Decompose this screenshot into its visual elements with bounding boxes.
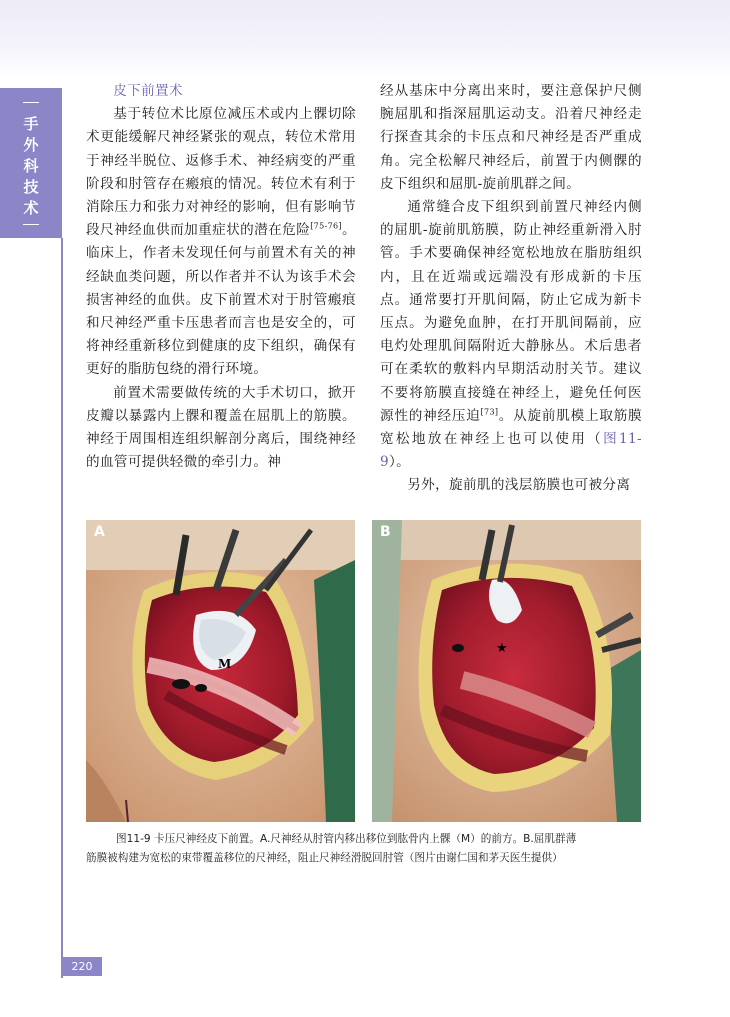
- paragraph: 前置术需要做传统的大手术切口，掀开皮瓣以暴露内上髁和覆盖在屈肌上的筋膜。神经于周围相连组织解剖分离后，围绕神经的血管可提供轻微的牵引力。神: [86, 384, 356, 471]
- caption-line-2: 筋膜被构建为宽松的束带覆盖移位的尺神经，阻止尺神经滑脱回肘管（图片由谢仁国和茅天医生提供）: [86, 852, 563, 864]
- left-text-column: [86, 80, 356, 474]
- paragraph-text: 基于转位术比原位减压术或内上髁切除术更能缓解尺神经紧张的观点，转位术常用于神经半脱位、返修手术、神经病变的严重阶段和肘管存在瘢痕的情况。转位术有利于消除压力和张力对神经的影响，但有影响节段尺神经血供而加重症状的潜在危险: [86, 106, 356, 239]
- figure-reference[interactable]: 图11-9: [380, 431, 642, 471]
- medial-epicondyle-marker: M: [218, 657, 232, 671]
- paragraph-text: ）。: [389, 454, 411, 471]
- section-title: 皮下前置术: [113, 83, 183, 99]
- chapter-title: 手外科技术: [23, 115, 39, 217]
- surgical-photo-b-image: [372, 520, 641, 822]
- star-marker-icon: ★: [496, 641, 508, 656]
- surgical-photo-a: [86, 520, 355, 822]
- paragraph: [86, 103, 356, 381]
- paragraph-text: 。临床上，作者未发现任何与前置术有关的神经缺血类问题，所以作者并不认为该手术会损害神经的血供。皮下前置术对于肘管瘢痕和尺神经严重卡压患者而言也是安全的，可将神经重新移位到健康的皮下组织，确保有更好的脂肪包绕的滑行环境。: [86, 222, 356, 378]
- paragraph: 另外，旋前肌的浅层筋膜也可被分离: [407, 477, 631, 494]
- panel-label-b: B: [380, 524, 391, 540]
- right-text-column: [380, 80, 642, 498]
- paragraph: [380, 196, 642, 474]
- surgical-photo-b: [372, 520, 641, 822]
- chapter-side-tab: [0, 88, 62, 238]
- citation: [75-76]: [310, 221, 342, 231]
- paragraph-text: 通常缝合皮下组织到前置尺神经内侧的屈肌-旋前肌筋膜，防止神经重新滑入肘管。手术要确保神经宽松地放在脂肪组织内，且在近端或远端没有形成新的卡压点。通常要打开肌间隔，防止它成为新卡压点。为避免血肿，在打开肌间隔前，应电灼处理肌间隔附近大静脉丛。术后患者可在柔软的敷料内早期活动肘关节。建议不要将筋膜直接缝在神经上，避免任何医源性的神经压迫: [380, 199, 642, 424]
- side-tab-rule-bottom: [23, 224, 39, 225]
- page-number: 220: [62, 957, 102, 976]
- margin-rule: [61, 238, 63, 978]
- surgical-photo-a-image: [86, 520, 355, 822]
- side-tab-rule-top: [23, 102, 39, 103]
- figure-caption: [86, 830, 646, 868]
- caption-line-1: 图11-9 卡压尺神经皮下前置。A.尺神经从肘管内移出移位到肱骨内上髁（M）的前方。B.屈肌群薄: [116, 833, 577, 845]
- panel-label-a: A: [94, 524, 105, 540]
- paragraph: 经从基床中分离出来时，要注意保护尺侧腕屈肌和指深屈肌运动支。沿着尺神经走行探查其余的卡压点和尺神经是否严重成角。完全松解尺神经后，前置于内侧髁的皮下组织和屈肌-旋前肌群之间。: [380, 83, 642, 192]
- citation: [73]: [480, 407, 499, 417]
- header-band: [0, 0, 730, 80]
- paragraph-text: 。从旋前肌模上取筋膜宽松地放在神经上也可以使用（: [380, 407, 643, 448]
